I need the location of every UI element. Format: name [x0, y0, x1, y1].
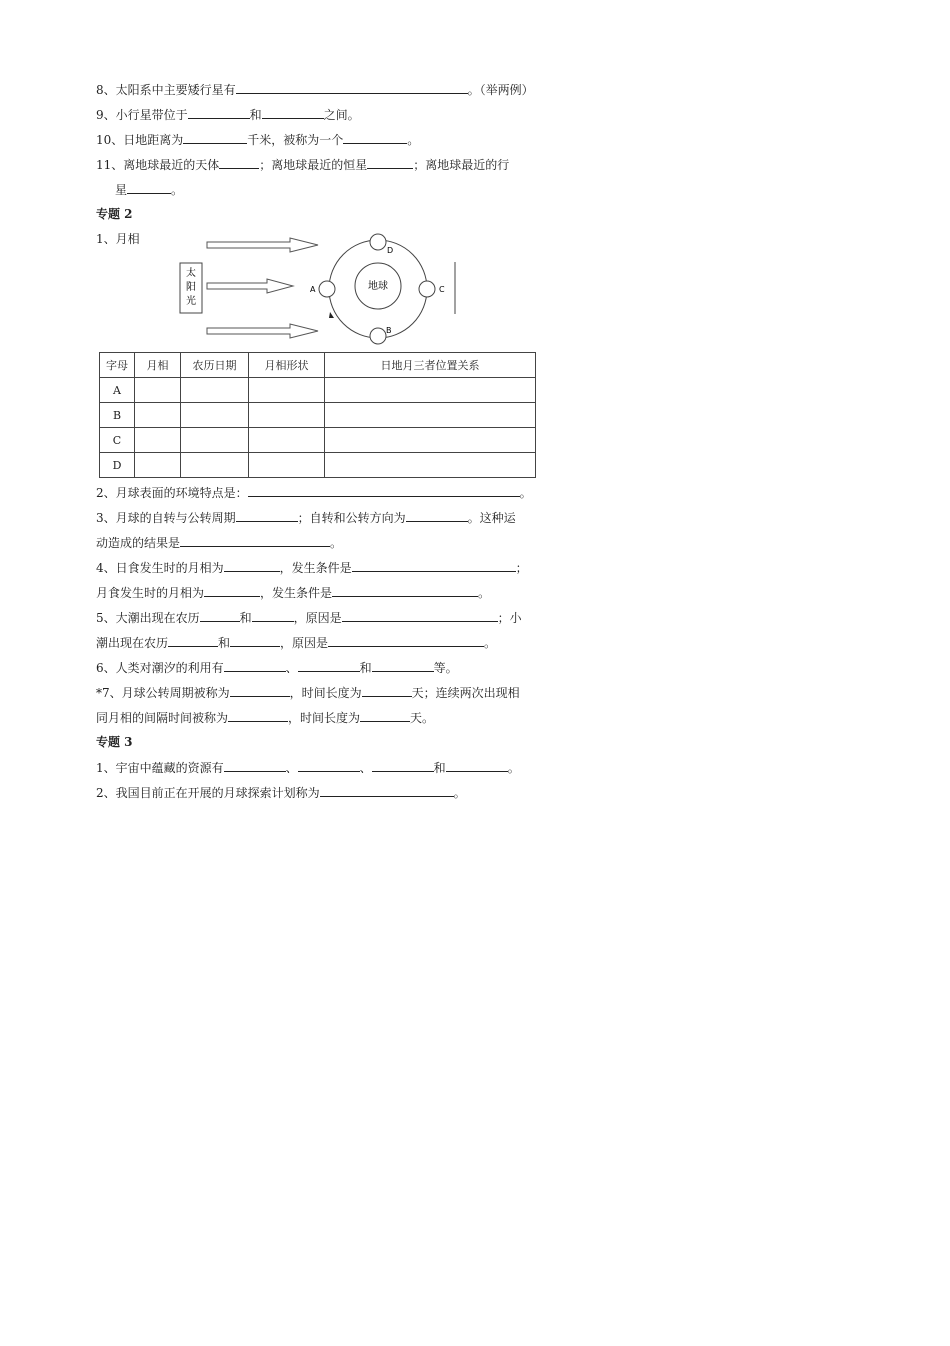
question-8: 8、太阳系中主要矮行星有 。（举两例）	[96, 83, 534, 97]
answer-blank[interactable]	[228, 709, 288, 722]
question-11: 11、离地球最近的天体 ；离地球最近的恒星 ；离地球最近的行	[96, 158, 510, 172]
table-cell[interactable]	[249, 378, 325, 403]
sunlight-char-3: 光	[186, 296, 196, 307]
answer-blank[interactable]	[252, 609, 294, 622]
answer-blank[interactable]	[230, 634, 280, 647]
table-cell[interactable]	[325, 403, 536, 428]
sunlight-char-2: 阳	[186, 282, 196, 293]
topic2-question-4: 4、日食发生时的月相为 ，发生条件是 ；	[96, 561, 528, 575]
moon-position-b	[370, 328, 386, 344]
answer-blank[interactable]	[183, 131, 247, 144]
answer-blank[interactable]	[372, 659, 434, 672]
table-row	[100, 378, 536, 403]
table-cell[interactable]	[181, 453, 249, 478]
row-letter: A	[100, 378, 135, 403]
earth-label: 地球	[368, 281, 388, 292]
table-cell[interactable]	[135, 428, 181, 453]
answer-blank[interactable]	[328, 634, 484, 647]
answer-blank[interactable]	[204, 584, 260, 597]
topic2-question-2: 2、月球表面的环境特点是： 。	[96, 486, 532, 500]
answer-blank[interactable]	[219, 156, 259, 169]
topic2-question-3-cont: 动造成的结果是 。	[96, 536, 343, 550]
table-header: 农历日期	[181, 353, 249, 378]
table-header: 日地月三者位置关系	[325, 353, 536, 378]
answer-blank[interactable]	[180, 534, 330, 547]
table-cell[interactable]	[325, 378, 536, 403]
topic3-question-1: 1、宇宙中蕴藏的资源有 、 、 和 。	[96, 761, 520, 775]
answer-blank[interactable]	[127, 181, 171, 194]
answer-blank[interactable]	[224, 659, 286, 672]
label-c: C	[439, 285, 445, 294]
sunlight-arrow-top	[207, 238, 318, 252]
table-header-row	[100, 353, 536, 378]
topic2-question-7-cont: 同月相的间隔时间被称为 ，时间长度为 天。	[96, 711, 435, 725]
answer-blank[interactable]	[224, 759, 286, 772]
table-row	[100, 453, 536, 478]
moon-position-c	[419, 281, 435, 297]
answer-blank[interactable]	[343, 131, 407, 144]
topic-3-heading: 专题 3	[96, 735, 133, 749]
answer-blank[interactable]	[224, 559, 280, 572]
answer-blank[interactable]	[248, 484, 520, 497]
answer-blank[interactable]	[320, 784, 454, 797]
label-a: A	[310, 285, 316, 294]
row-letter: B	[100, 403, 135, 428]
topic2-question-5: 5、大潮出现在农历 和 ，原因是 ；小	[96, 611, 522, 625]
orbit-direction-arrow	[329, 312, 334, 318]
table-header: 字母	[100, 353, 135, 378]
answer-blank[interactable]	[342, 609, 498, 622]
moon-phase-diagram	[175, 230, 465, 348]
topic2-question-3: 3、月球的自转与公转周期 ；自转和公转方向为 。这种运	[96, 511, 516, 525]
topic-2-heading: 专题 2	[96, 207, 133, 221]
table-cell[interactable]	[135, 403, 181, 428]
table-row	[100, 428, 536, 453]
answer-blank[interactable]	[362, 684, 412, 697]
question-9: 9、小行星带位于 和 之间。	[96, 108, 360, 122]
table-cell[interactable]	[325, 428, 536, 453]
table-cell[interactable]	[249, 403, 325, 428]
answer-blank[interactable]	[188, 106, 250, 119]
table-cell[interactable]	[181, 428, 249, 453]
answer-blank[interactable]	[230, 684, 290, 697]
row-letter: C	[100, 428, 135, 453]
answer-blank[interactable]	[168, 634, 218, 647]
table-cell[interactable]	[135, 378, 181, 403]
topic3-question-2: 2、我国目前正在开展的月球探索计划称为 。	[96, 786, 466, 800]
table-cell[interactable]	[249, 428, 325, 453]
table-cell[interactable]	[135, 453, 181, 478]
answer-blank[interactable]	[298, 659, 360, 672]
answer-blank[interactable]	[352, 559, 516, 572]
table-cell[interactable]	[181, 378, 249, 403]
question-11-cont: 星 。	[115, 183, 184, 197]
table-cell[interactable]	[325, 453, 536, 478]
answer-blank[interactable]	[372, 759, 434, 772]
topic2-question-4-cont: 月食发生时的月相为 ，发生条件是 。	[96, 586, 491, 600]
answer-blank[interactable]	[262, 106, 324, 119]
topic2-question-5-cont: 潮出现在农历 和 ，原因是 。	[96, 636, 497, 650]
table-row	[100, 403, 536, 428]
moon-position-a	[319, 281, 335, 297]
answer-blank[interactable]	[236, 509, 298, 522]
answer-blank[interactable]	[236, 81, 468, 94]
answer-blank[interactable]	[360, 709, 410, 722]
sunlight-arrow-middle	[207, 279, 293, 293]
answer-blank[interactable]	[332, 584, 478, 597]
question-1-label: 1、月相	[96, 232, 140, 246]
table-cell[interactable]	[181, 403, 249, 428]
topic2-question-7: *7、月球公转周期被称为 ，时间长度为 天；连续两次出现相	[96, 686, 520, 700]
sunlight-arrow-bottom	[207, 324, 318, 338]
answer-blank[interactable]	[446, 759, 508, 772]
answer-blank[interactable]	[406, 509, 468, 522]
answer-blank[interactable]	[298, 759, 360, 772]
answer-blank[interactable]	[200, 609, 240, 622]
moon-position-d	[370, 234, 386, 250]
table-header: 月相形状	[249, 353, 325, 378]
label-d: D	[387, 246, 394, 255]
label-b: B	[386, 326, 392, 335]
sunlight-char-1: 太	[186, 268, 196, 279]
question-10: 10、日地距离为 千米，被称为一个 。	[96, 133, 420, 147]
row-letter: D	[100, 453, 135, 478]
table-header: 月相	[135, 353, 181, 378]
moon-phase-table	[99, 352, 536, 478]
table-cell[interactable]	[249, 453, 325, 478]
topic2-question-6: 6、人类对潮汐的利用有 、 和 等。	[96, 661, 458, 675]
answer-blank[interactable]	[367, 156, 413, 169]
